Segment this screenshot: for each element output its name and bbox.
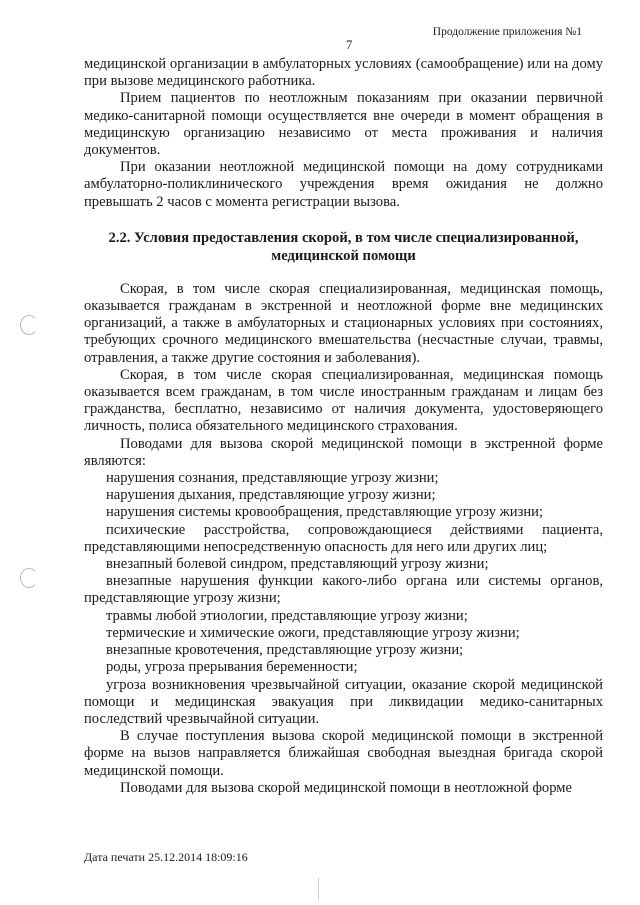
- paragraph: В случае поступления вызова скорой медицинской помощи в экстренной форме на вызов направляется ближайшая свободная выездная бригада скорой медицинской помощи.: [84, 728, 603, 779]
- list-item: нарушения дыхания, представляющие угрозу жизни;: [106, 487, 436, 504]
- list-item: внезапный болевой синдром, представляющий угрозу жизни;: [106, 556, 489, 573]
- paragraph: При оказании неотложной медицинской помощи на дому сотрудниками амбулаторно-поликлинического учреждения время ожидания не должно превышать 2 часов с момента регистрации вызова.: [84, 159, 603, 210]
- list-item: внезапные нарушения функции какого-либо органа или системы органов, представляющие угрозу жизни;: [84, 573, 603, 607]
- section-heading: 2.2. Условия предоставления скорой, в том числе специализированной, медицинской помощи: [108, 229, 579, 264]
- list-item: угроза возникновения чрезвычайной ситуации, оказание скорой медицинской помощи и медицинская эвакуация при ликвидации медико-санитарных последствий чрезвычайной ситуации.: [84, 676, 603, 727]
- document-body: [84, 56, 603, 797]
- list-item: травмы любой этиологии, представляющие угрозу жизни;: [106, 607, 468, 624]
- binder-hole-mark: [20, 568, 38, 588]
- list-item: психические расстройства, сопровождающиеся действиями пациента, представляющими непосредственную опасность для него или других лиц;: [84, 521, 603, 555]
- list-item: роды, угроза прерывания беременности;: [106, 659, 358, 676]
- binder-hole-mark: [20, 315, 38, 335]
- print-date: Дата печати 25.12.2014 18:09:16: [84, 850, 248, 864]
- paragraph: Скорая, в том числе скорая специализированная, медицинская помощь, оказывается гражданам в экстренной и неотложной форме вне медицинских организаций, а также в амбулаторных и стационарных условиях при состояниях, требующих срочного медицинского вмешательства (несчастные случаи, травмы, отравления, а также другие состояния и заболевания).: [84, 280, 603, 366]
- paragraph: Поводами для вызова скорой медицинской помощи в экстренной форме являются:: [84, 435, 603, 469]
- paragraph: Прием пациентов по неотложным показаниям при оказании первичной медико-санитарной помощи осуществляется вне очереди в момент обращения в медицинскую организацию независимо от места проживания и наличия документов.: [84, 90, 603, 159]
- page-number: 7: [346, 38, 353, 52]
- scan-artifact-line: [318, 878, 319, 900]
- paragraph: Поводами для вызова скорой медицинской помощи в неотложной форме: [120, 779, 573, 796]
- list-item: нарушения системы кровообращения, представляющие угрозу жизни;: [106, 504, 544, 521]
- list-item: термические и химические ожоги, представляющие угрозу жизни;: [106, 624, 520, 641]
- paragraph: Скорая, в том числе скорая специализированная, медицинская помощь оказывается всем гражданам, в том числе иностранным гражданам и лицам без гражданства, бесплатно, независимо от наличия документа, удостоверяющего личность, полиса обязательного медицинского страхования.: [84, 366, 603, 435]
- list-item: внезапные кровотечения, представляющие угрозу жизни;: [106, 642, 464, 659]
- list-item: нарушения сознания, представляющие угрозу жизни;: [106, 470, 439, 487]
- paragraph: медицинской организации в амбулаторных условиях (самообращение) или на дому при вызове медицинского работника.: [84, 56, 603, 90]
- appendix-continuation-note: Продолжение приложения №1: [432, 26, 582, 38]
